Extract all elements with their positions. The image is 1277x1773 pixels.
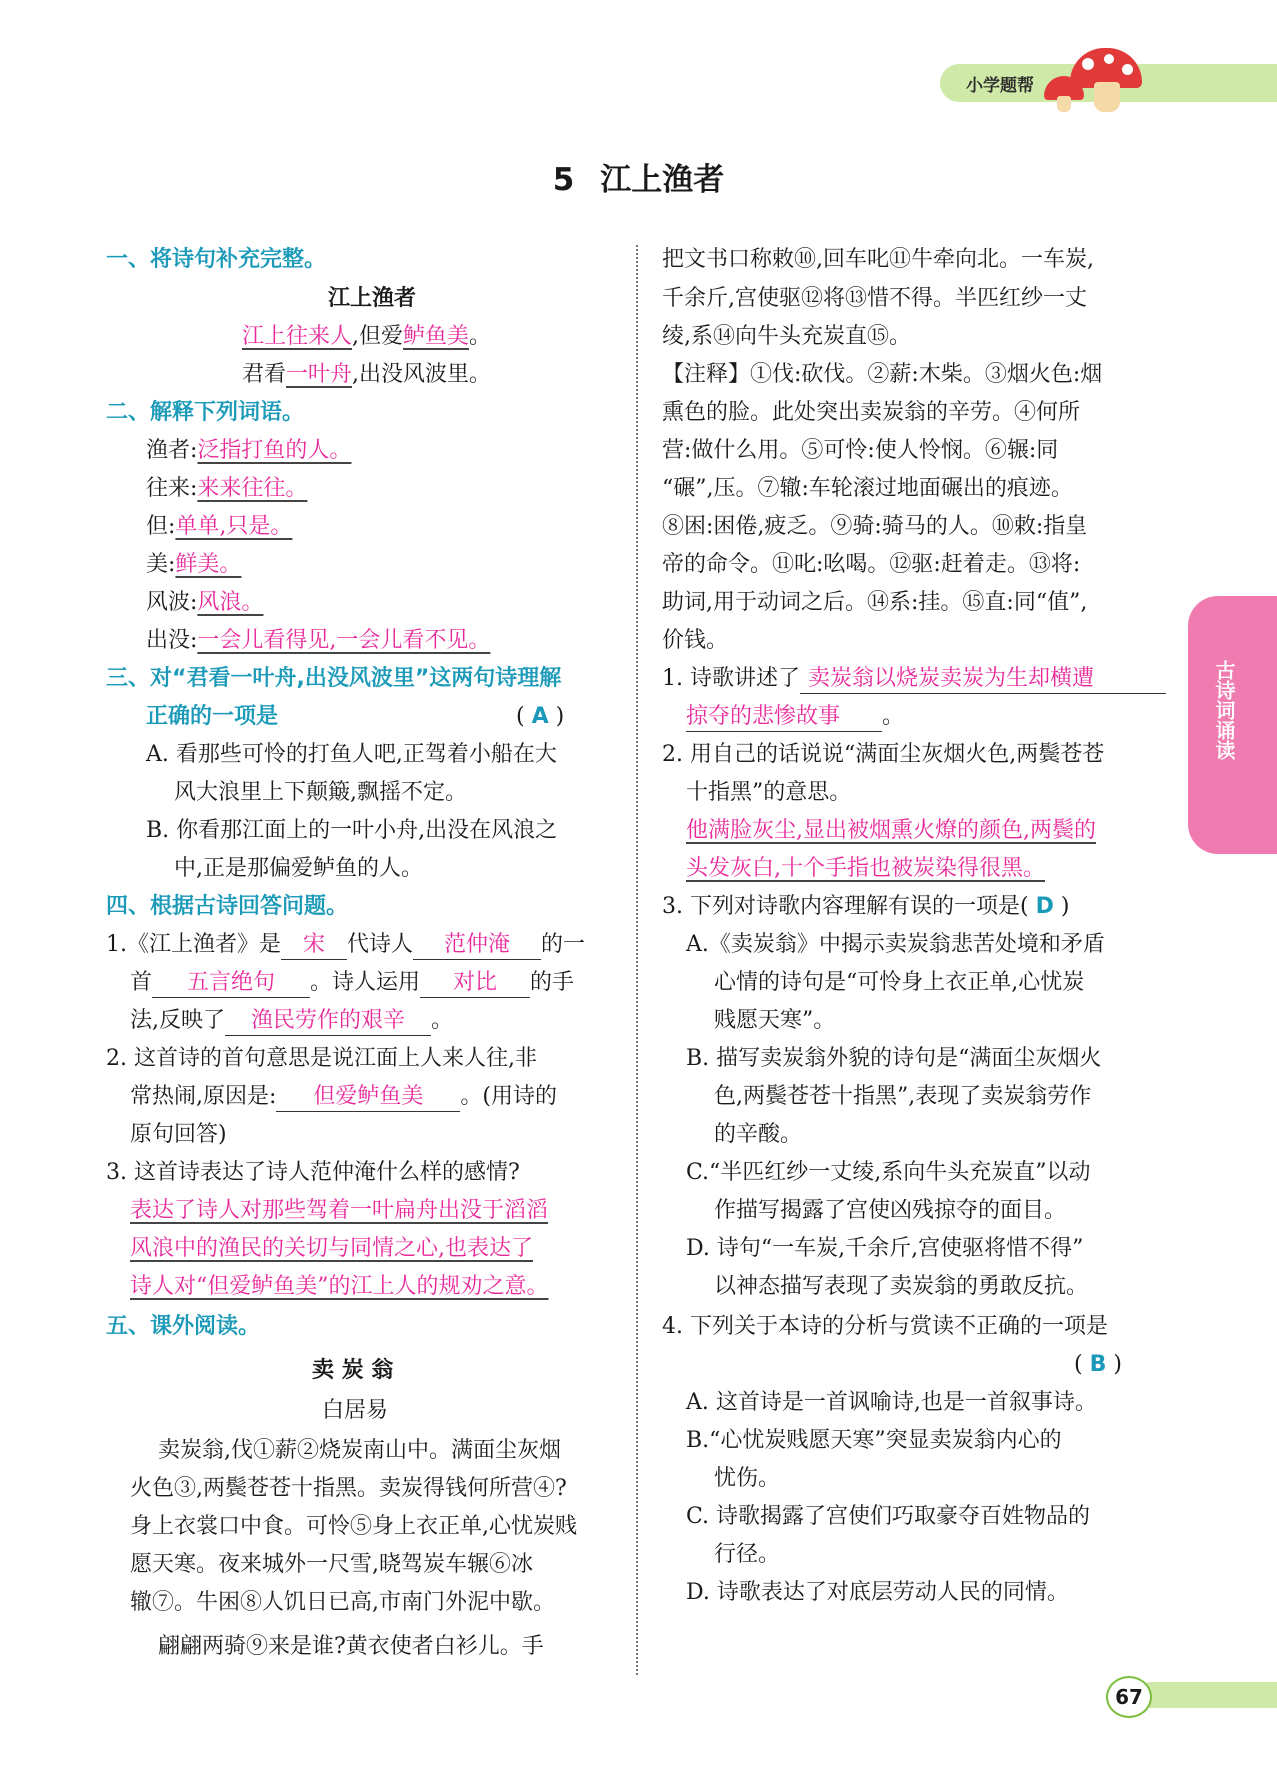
reading-line: 翩翩两骑⑨来是谁?黄衣使者白衫儿。手 [158, 1634, 544, 1659]
answer-bracket: ( B ) [1074, 1352, 1122, 1377]
lesson-number: 5 [552, 162, 575, 198]
r-q4-option: 行径。 [714, 1542, 781, 1567]
note-line: 助词,用于动词之后。⑭系:挂。⑮直:同“值”, [662, 590, 1088, 615]
r-q4-option: D. 诗歌表达了对底层劳动人民的同情。 [686, 1580, 1069, 1605]
answer-bracket: ( A ) [516, 704, 565, 729]
reading-title: 卖 炭 翁 [312, 1358, 394, 1383]
q1-line2: 首 五言绝句 。诗人运用 对比 的手 [130, 968, 574, 998]
footer-bar [1138, 1682, 1277, 1708]
note-line: 营:做什么用。⑤可怜:使人怜悯。⑥辗:同 [662, 438, 1059, 463]
r-q1-line2: 掠夺的悲惨故事 。 [686, 702, 904, 732]
r-q4-option: C. 诗歌揭露了宫使们巧取豪夺百姓物品的 [686, 1504, 1091, 1529]
brand-label: 小学题帮 [966, 76, 1034, 96]
section-5-heading: 五、课外阅读。 [106, 1314, 261, 1339]
r-q4-stem: 4. 下列关于本诗的分析与赏读不正确的一项是 [662, 1314, 1108, 1339]
column-divider [636, 245, 638, 1675]
r-q3-option: D. 诗句“一车炭,千余斤,宫使驱将惜不得” [686, 1236, 1084, 1261]
r-q4-option: A. 这首诗是一首讽喻诗,也是一首叙事诗。 [686, 1390, 1097, 1415]
q3-stem: 3. 这首诗表达了诗人范仲淹什么样的感情? [106, 1160, 520, 1185]
reading-line: 千余斤,宫使驱⑫将⑬惜不得。半匹红纱一丈 [662, 286, 1087, 311]
r-q3-option: 色,两鬓苍苍十指黑”,表现了卖炭翁劳作 [714, 1084, 1092, 1109]
page-number: 67 [1106, 1676, 1152, 1718]
page-title [0, 154, 1277, 199]
section-3-heading-2: 正确的一项是 [146, 704, 279, 729]
reading-line: 卖炭翁,伐①薪②烧炭南山中。满面尘灰烟 [158, 1438, 561, 1463]
r-q3-option: 的辛酸。 [714, 1122, 803, 1147]
r-q3-option: 以神态描写表现了卖炭翁的勇敢反抗。 [714, 1274, 1089, 1299]
section-4-heading: 四、根据古诗回答问题。 [106, 894, 349, 919]
section-1-heading: 一、将诗句补充完整。 [106, 247, 327, 272]
note-line: 价钱。 [662, 628, 729, 653]
r-q3-option: 心情的诗句是“可怜身上衣正单,心忧炭 [714, 970, 1085, 995]
mushroom-stem-small [1057, 96, 1071, 112]
r-q2-line1: 2. 用自己的话说说“满面尘灰烟火色,两鬓苍苍 [662, 742, 1105, 767]
reading-line: 愿天寒。夜来城外一尺雪,晓驾炭车辗⑥冰 [130, 1552, 533, 1577]
word-item: 渔者:泛指打鱼的人。 [146, 438, 352, 463]
q3-answer-2: 风浪中的渔民的关切与同情之心,也表达了 [130, 1236, 533, 1261]
r-q2-answer-2: 头发灰白,十个手指也被炭染得很黑。 [686, 856, 1045, 881]
q2-line2: 常热闹,原因是: 但爱鲈鱼美 。(用诗的 [130, 1082, 557, 1112]
word-item: 往来:来来往往。 [146, 476, 308, 501]
note-line: 【注释】①伐:砍伐。②薪:木柴。③烟火色:烟 [662, 362, 1103, 387]
r-q3-option: B. 描写卖炭翁外貌的诗句是“满面尘灰烟火 [686, 1046, 1102, 1071]
r-q4-option: B.“心忧炭贱愿天寒”突显卖炭翁内心的 [686, 1428, 1062, 1453]
word-item: 美:鲜美。 [146, 552, 242, 577]
note-line: “碾”,压。⑦辙:车轮滚过地面碾出的痕迹。 [662, 476, 1073, 501]
reading-line: 身上衣裳口中食。可怜⑤身上衣正单,心忧炭贱 [130, 1514, 577, 1539]
option-b: B. 你看那江面上的一叶小舟,出没在风浪之 [146, 818, 558, 843]
r-q1-line1: 1. 诗歌讲述了 卖炭翁以烧炭卖炭为生却横遭 [662, 664, 1166, 694]
r-q3-option: A.《卖炭翁》中揭示卖炭翁悲苦处境和矛盾 [686, 932, 1105, 957]
word-item: 但:单单,只是。 [146, 514, 293, 539]
side-tab-label: 古诗词诵读 [1212, 660, 1236, 760]
q1-line1: 1.《江上渔者》是 宋 代诗人 范仲淹 的一 [106, 930, 585, 960]
note-line: 熏色的脸。此处突出卖炭翁的辛劳。④何所 [662, 400, 1081, 425]
r-q4-option: 忧伤。 [714, 1466, 781, 1491]
option-a: A. 看那些可怜的打鱼人吧,正驾着小船在大 [146, 742, 557, 767]
r-q3-option: 作描写揭露了宫使凶残掠夺的面目。 [714, 1198, 1067, 1223]
reading-line: 辙⑦。牛困⑧人饥日已高,市南门外泥中歇。 [130, 1590, 555, 1615]
q2-line3: 原句回答) [130, 1122, 227, 1147]
section-3-heading: 三、对“君看一叶舟,出没风波里”这两句诗理解 [106, 666, 562, 691]
q3-answer-3: 诗人对“但爱鲈鱼美”的江上人的规劝之意。 [130, 1274, 549, 1299]
lesson-title: 江上渔者 [600, 162, 725, 198]
q3-answer-1: 表达了诗人对那些驾着一叶扁舟出没于滔滔 [130, 1198, 549, 1223]
poem-line-1: 江上往来人,但爱鲈鱼美。 [242, 324, 492, 349]
section-2-heading: 二、解释下列词语。 [106, 400, 305, 425]
reading-line: 把文书口称敕⑩,回车叱⑪牛牵向北。一车炭, [662, 247, 1094, 272]
r-q3-stem: 3. 下列对诗歌内容理解有误的一项是( D ) [662, 894, 1070, 919]
q2-line1: 2. 这首诗的首句意思是说江面上人来人往,非 [106, 1046, 537, 1071]
poem-title: 江上渔者 [328, 286, 417, 311]
r-q3-option: C.“半匹红纱一丈绫,系向牛头充炭直”以动 [686, 1160, 1091, 1185]
reading-line: 火色③,两鬓苍苍十指黑。卖炭得钱何所营④? [130, 1476, 567, 1501]
q1-line3: 法,反映了 渔民劳作的艰辛 。 [130, 1006, 453, 1036]
option-b-cont: 中,正是那偏爱鲈鱼的人。 [174, 856, 423, 881]
r-q3-option: 贱愿天寒”。 [714, 1008, 836, 1033]
note-line: ⑧困:困倦,疲乏。⑨骑:骑马的人。⑩敕:指皇 [662, 514, 1088, 539]
r-q2-line2: 十指黑”的意思。 [686, 780, 852, 805]
word-item: 风波:风浪。 [146, 590, 264, 615]
reading-line: 绫,系⑭向牛头充炭直⑮。 [662, 324, 911, 349]
poem-line-2: 君看一叶舟,出没风波里。 [242, 362, 492, 387]
note-line: 帝的命令。⑪叱:吆喝。⑫驱:赶着走。⑬将: [662, 552, 1081, 577]
option-a-cont: 风大浪里上下颠簸,飘摇不定。 [174, 780, 467, 805]
word-item: 出没:一会儿看得见,一会儿看不见。 [146, 628, 491, 653]
mushroom-stem [1094, 82, 1120, 112]
r-q2-answer-1: 他满脸灰尘,显出被烟熏火燎的颜色,两鬓的 [686, 818, 1096, 843]
reading-author: 白居易 [322, 1398, 389, 1423]
